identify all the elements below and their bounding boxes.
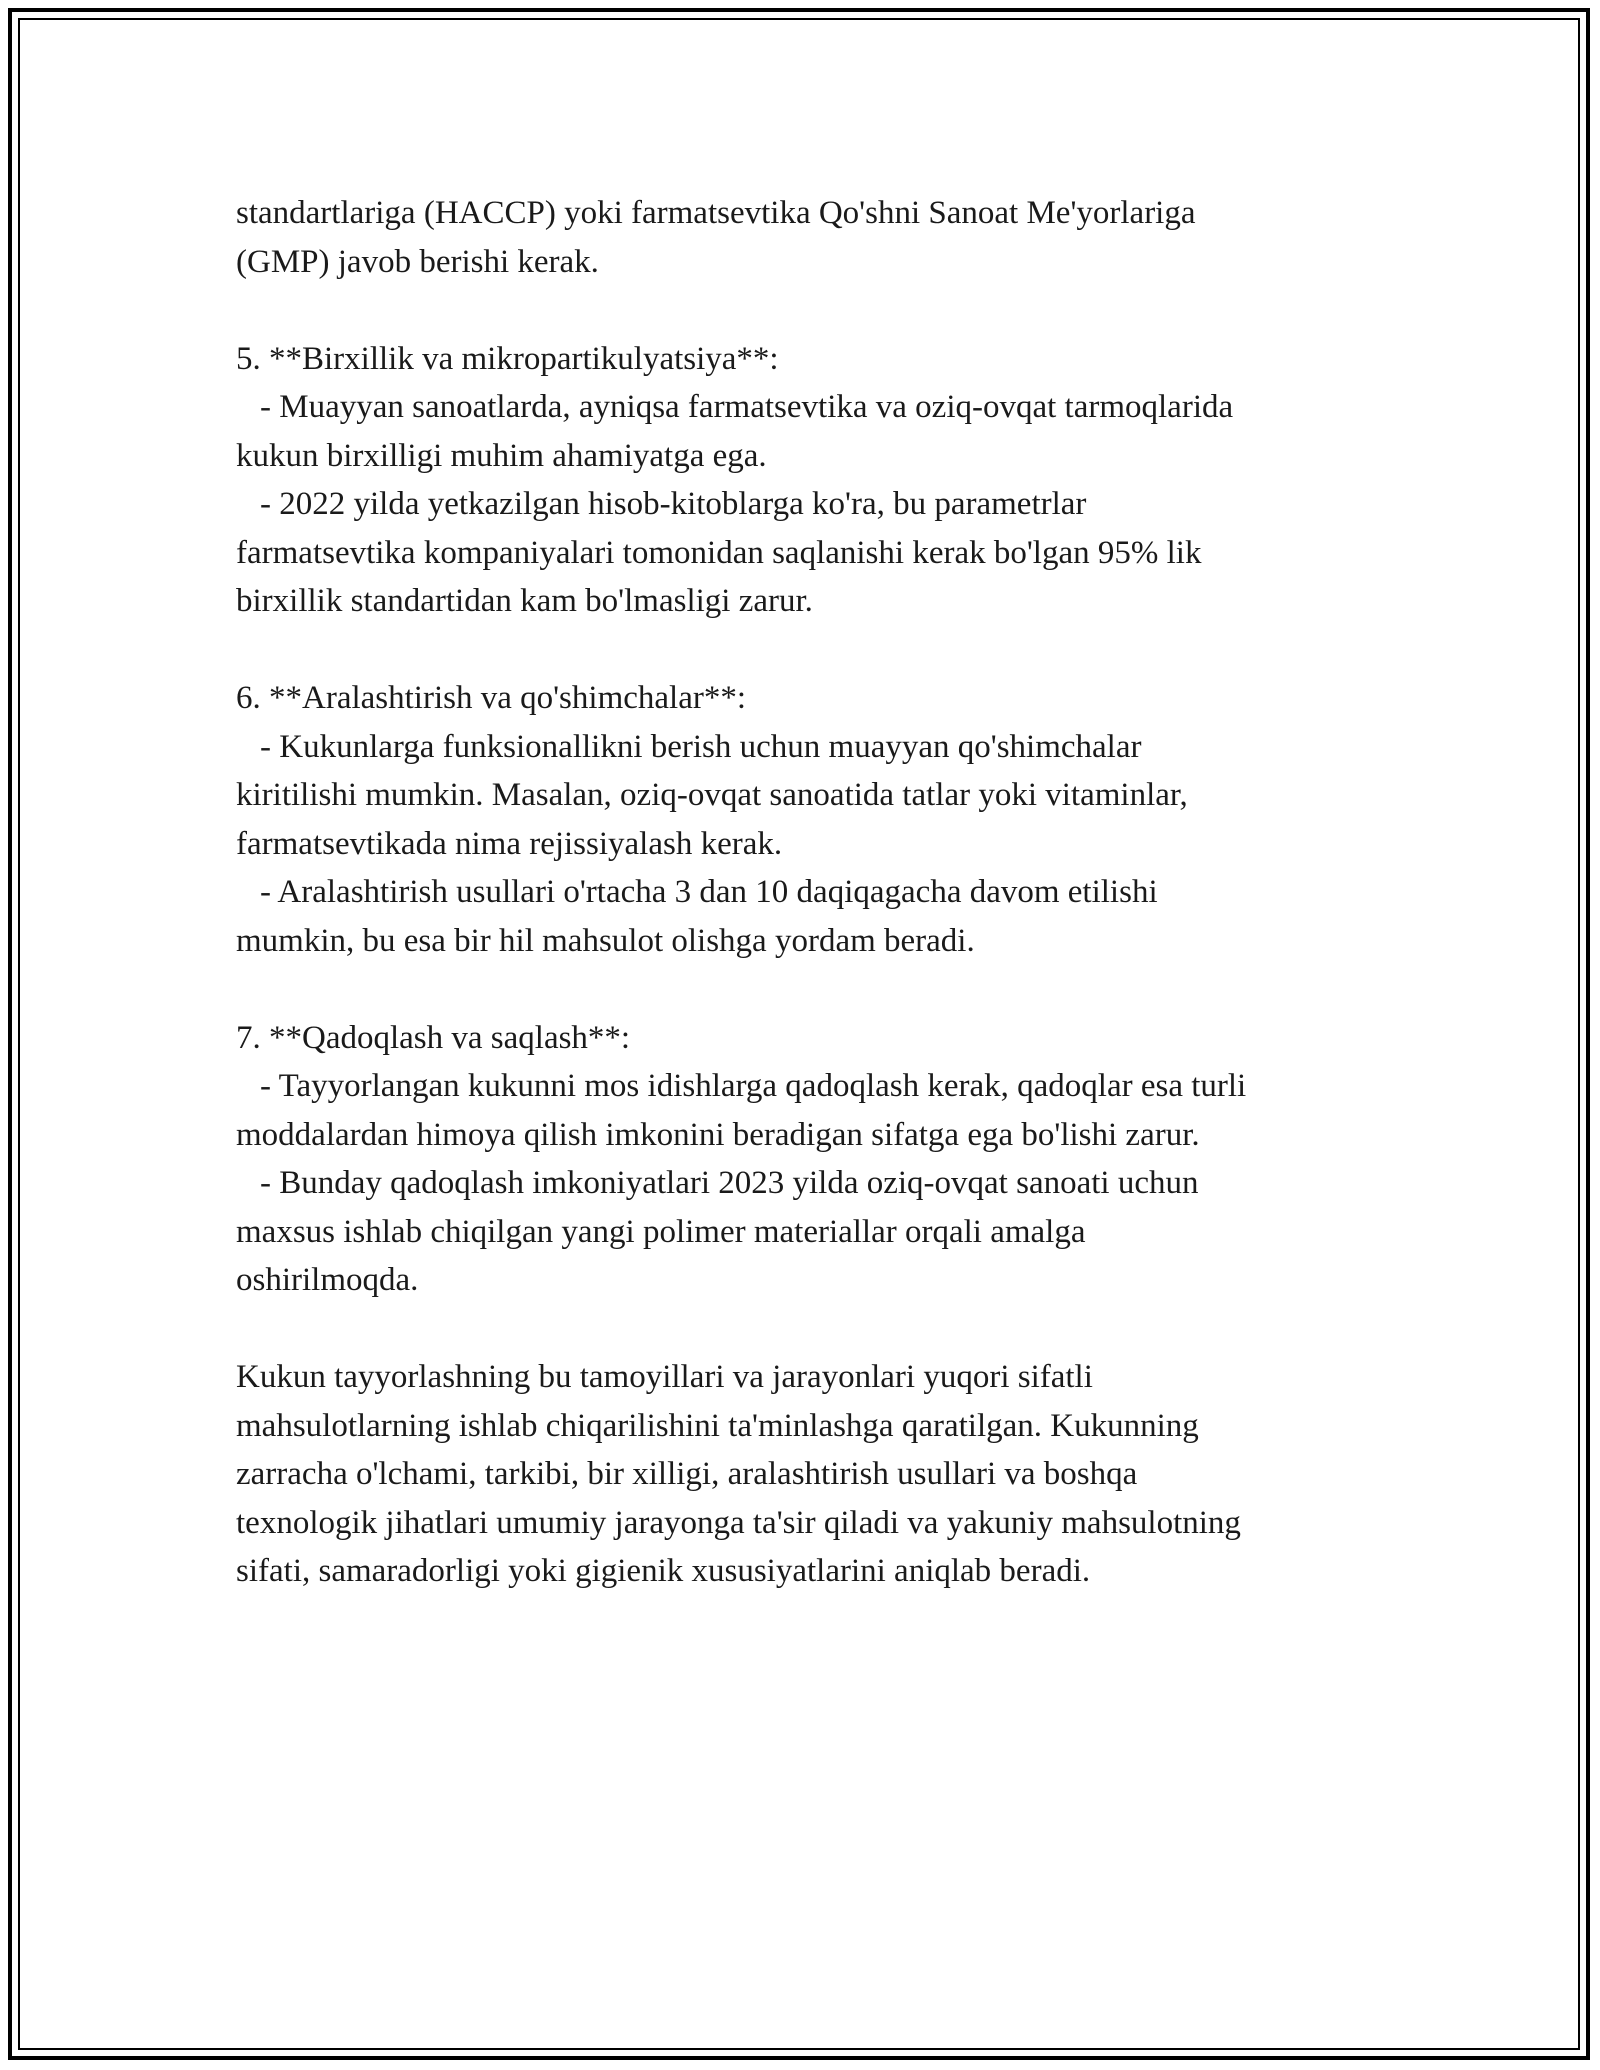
conclusion-line: zarracha o'lchami, tarkibi, bir xilligi, aralashtirish usullari va boshqa (236, 1456, 1138, 1492)
text-line: kiritilishi mumkin. Masalan, oziq-ovqat sanoatida tatlar yoki vitaminlar, (236, 777, 1188, 813)
blank-line (236, 626, 1396, 675)
text-line: kukun birxilligi muhim ahamiyatga ega. (236, 437, 767, 474)
text-line: birxillik standartidan kam bo'lmasligi zarur. (236, 583, 813, 619)
text-line: maxsus ishlab chiqilgan yangi polimer materiallar orqali amalga (236, 1213, 1086, 1250)
text-line: oshirilmoqda. (236, 1262, 419, 1298)
conclusion-line: texnologik jihatlari umumiy jarayonga ta'sir qiladi va yakuniy mahsulotning (236, 1504, 1241, 1541)
bullet-line: - Tayyorlangan kukunni mos idishlarga qadoqlash kerak, qadoqlar esa turli (260, 1068, 1247, 1104)
document-body (236, 189, 1396, 1596)
text-line: mumkin, bu esa bir hil mahsulot olishga yordam beradi. (236, 922, 975, 959)
blank-line (236, 965, 1396, 1014)
bullet-line: - Aralashtirish usullari o'rtacha 3 dan 10 daqiqagacha davom etilishi (260, 874, 1158, 910)
section-heading-7: 7. **Qadoqlash va saqlash**: (236, 1019, 631, 1056)
section-heading-6: 6. **Aralashtirish va qo'shimchalar**: (236, 680, 747, 716)
conclusion-line: Kukun tayyorlashning bu tamoyillari va jarayonlari yuqori sifatli (236, 1359, 1093, 1395)
section-heading-5: 5. **Birxillik va mikropartikulyatsiya**: (236, 340, 779, 377)
bullet-line: - 2022 yilda yetkazilgan hisob-kitoblarga ko'ra, bu parametrlar (260, 486, 1087, 522)
text-line: moddalardan himoya qilish imkonini beradigan sifatga ega bo'lishi zarur. (236, 1116, 1200, 1153)
bullet-line: - Muayyan sanoatlarda, ayniqsa farmatsevtika va oziq-ovqat tarmoqlarida (260, 389, 1234, 425)
text-line: farmatsevtikada nima rejissiyalash kerak. (236, 825, 783, 862)
bullet-line: - Bunday qadoqlash imkoniyatlari 2023 yilda oziq-ovqat sanoati uchun (260, 1165, 1199, 1201)
conclusion-line: mahsulotlarning ishlab chiqarilishini ta'minlashga qaratilgan. Kukunning (236, 1407, 1199, 1444)
blank-line (236, 286, 1396, 335)
text-line: (GMP) javob berishi kerak. (236, 243, 599, 280)
text-line: standartlariga (HACCP) yoki farmatsevtika Qo'shni Sanoat Me'yorlariga (236, 195, 1196, 231)
bullet-line: - Kukunlarga funksionallikni berish uchun muayyan qo'shimchalar (260, 728, 1142, 765)
text-line: farmatsevtika kompaniyalari tomonidan saqlanishi kerak bo'lgan 95% lik (236, 534, 1202, 571)
blank-line (236, 1305, 1396, 1354)
conclusion-line: sifati, samaradorligi yoki gigienik xususiyatlarini aniqlab beradi. (236, 1553, 1091, 1589)
